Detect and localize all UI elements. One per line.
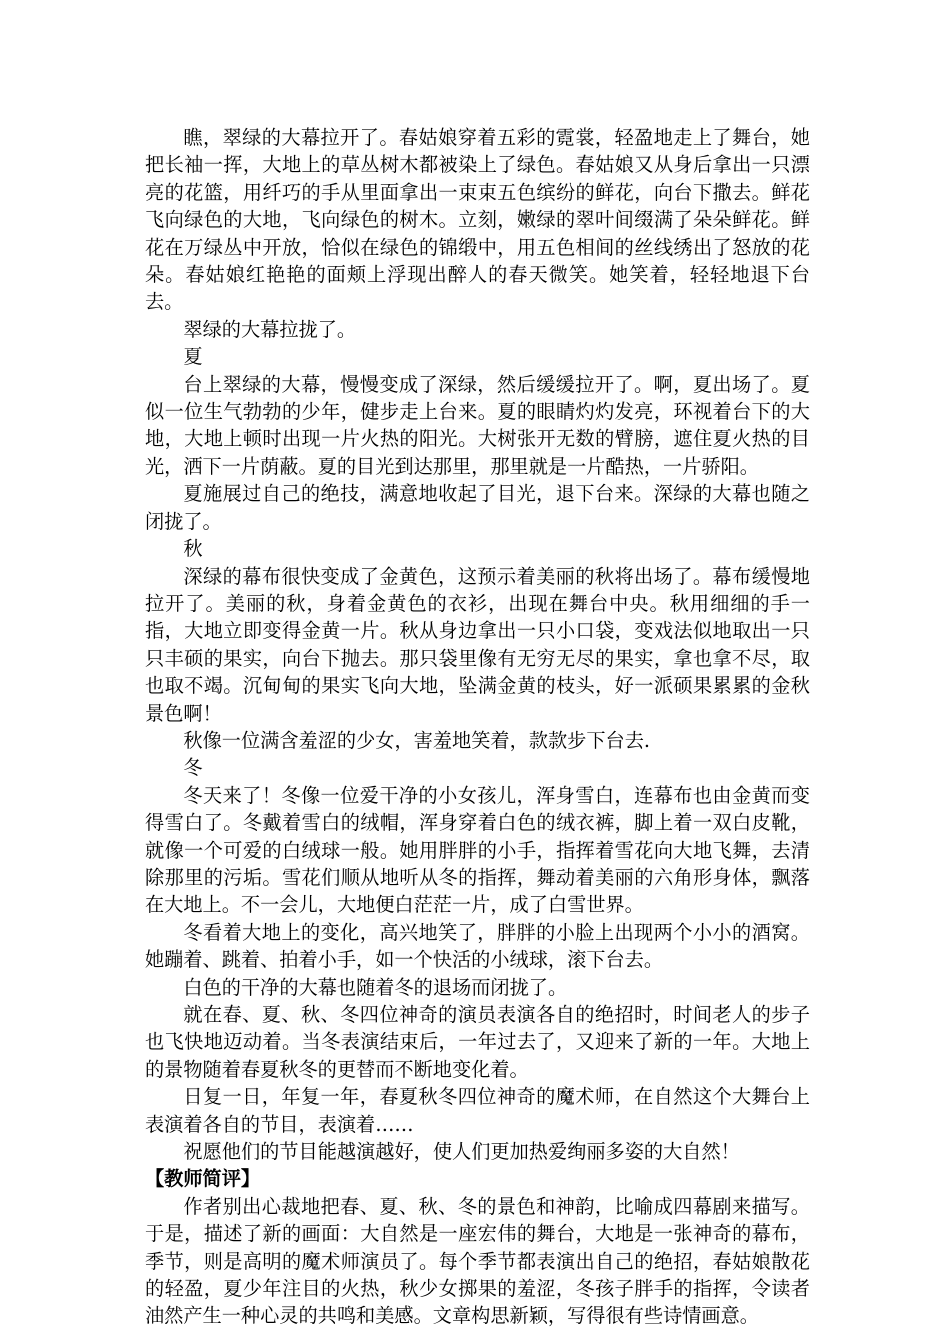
paragraph-magicians: 日复一日，年复一年，春夏秋冬四位神奇的魔术师，在自然这个大舞台上表演着各自的节目，表演着…… xyxy=(145,1085,810,1136)
paragraph-spring: 瞧，翠绿的大幕拉开了。春姑娘穿着五彩的霓裳，轻盈地走上了舞台，她把长袖一挥，大地上的草丛树木都被染上了绿色。春姑娘又从身后拿出一只漂亮的花篮，用纤巧的手从里面拿出一束束五色缤纷的鲜花，向台下撒去。鲜花飞向绿色的大地，飞向绿色的树木。立刻，嫩绿的翠叶间缀满了朵朵鲜花。鲜花在万绿丛中开放，恰似在绿色的锦缎中，用五色相间的丝线绣出了怒放的花朵。春姑娘红艳艳的面颊上浮现出醉人的春天微笑。她笑着，轻轻地退下台去。 xyxy=(145,126,810,314)
paragraph-autumn-close: 秋像一位满含羞涩的少女，害羞地笑着，款款步下台去. xyxy=(183,728,650,752)
paragraph-wish: 祝愿他们的节目能越演越好，使人们更加热爱绚丽多姿的大自然！ xyxy=(183,1140,740,1164)
paragraph-autumn: 深绿的幕布很快变成了金黄色，这预示着美丽的秋将出场了。幕布缓慢地拉开了。美丽的秋，身着金黄色的衣衫，出现在舞台中央。秋用细细的手一指，大地立即变得金黄一片。秋从身边拿出一只小口袋，变戏法似地取出一只只丰硕的果实，向台下抛去。那只袋里像有无穷无尽的果实，拿也拿不尽，取也取不竭。沉甸甸的果实飞向大地，坠满金黄的枝头，好一派硕果累累的金秋景色啊！ xyxy=(145,564,810,725)
review-text: 作者别出心裁地把春、夏、秋、冬的景色和神韵，比喻成四幕剧来描写。于是，描述了新的画面：大自然是一座宏伟的舞台，大地是一张神奇的幕布，季节，则是高明的魔术师演员了。每个季节都表演出自己的绝招，春姑娘散花的轻盈，夏少年注目的火热，秋少女掷果的羞涩，冬孩子胖手的指挥，令读者油然产生一种心灵的共鸣和美感。文章构思新颖，写得很有些诗情画意。 xyxy=(145,1194,810,1328)
section-title-summer: 夏 xyxy=(183,345,203,369)
paragraph-winter: 冬天来了！冬像一位爱干净的小女孩儿，浑身雪白，连幕布也由金黄而变得雪白了。冬戴着雪白的绒帽，浑身穿着白色的绒衣裤，脚上着一双白皮靴，就像一个可爱的白绒球一般。她用胖胖的小手，指挥着雪花向大地飞舞，去清除那里的污垢。雪花们顺从地听从冬的指挥，舞动着美丽的六角形身体，飘落在大地上。不一会儿，大地便白茫茫一片，成了白雪世界。 xyxy=(145,783,810,917)
paragraph-summer-close: 夏施展过自己的绝技，满意地收起了目光，退下台来。深绿的大幕也随之闭拢了。 xyxy=(145,482,810,533)
paragraph-winter-close: 白色的干净的大幕也随着冬的退场而闭拢了。 xyxy=(183,975,568,999)
document-page xyxy=(145,124,810,1330)
paragraph-winter-exit: 冬看着大地上的变化，高兴地笑了，胖胖的小脸上出现两个小小的酒窝。她蹦着、跳着、拍着小手，如一个快活的小绒球，滚下台去。 xyxy=(145,920,810,972)
paragraph-summer: 台上翠绿的大幕，慢慢变成了深绿，然后缓缓拉开了。啊，夏出场了。夏似一位生气勃勃的少年，健步走上台来。夏的眼睛灼灼发亮，环视着台下的大地，大地上顿时出现一片火热的阳光。大树张开无数的臂膀，遮住夏火热的目光，洒下一片荫蔽。夏的目光到达那里，那里就是一片酷热，一片骄阳。 xyxy=(145,372,810,478)
section-title-winter: 冬 xyxy=(183,756,203,780)
paragraph-spring-close: 翠绿的大幕拉拢了。 xyxy=(183,317,357,341)
review-heading: 【教师简评】 xyxy=(145,1167,261,1191)
section-title-autumn: 秋 xyxy=(183,537,203,561)
paragraph-time: 就在春、夏、秋、冬四位神奇的演员表演各自的绝招时，时间老人的步子也飞快地迈动着。当冬表演结束后，一年过去了，又迎来了新的一年。大地上的景物随着春夏秋冬的更替而不断地变化着。 xyxy=(145,1003,810,1081)
